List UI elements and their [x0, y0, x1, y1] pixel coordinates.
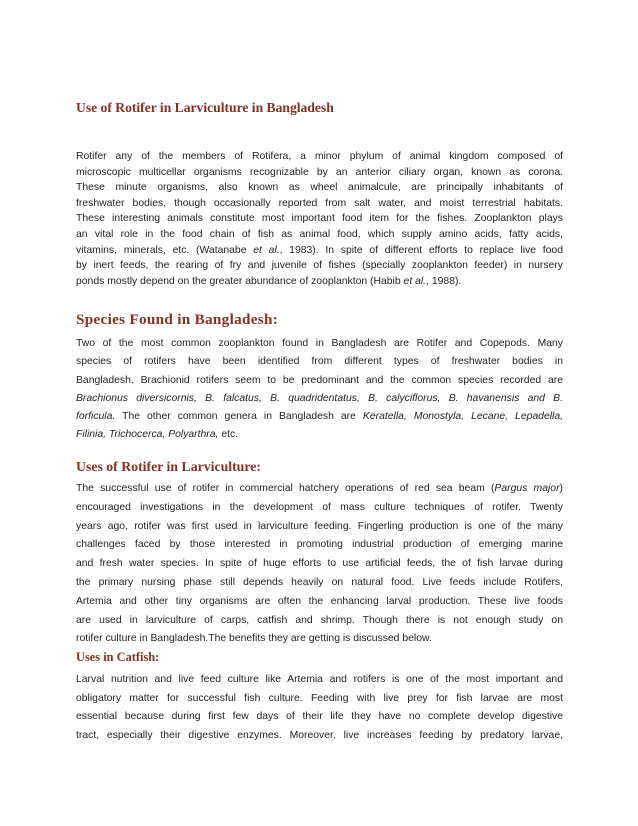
uses-paragraph	[76, 480, 563, 649]
text-line: These minute organisms, also known as wheel animalcule, are principally inhabitants of	[76, 182, 563, 194]
text-line	[76, 480, 563, 499]
text-segment: , 1988).	[426, 275, 462, 287]
text-segment: The successful use of rotifer in commercial hatchery operations of red sea beam (	[76, 483, 495, 494]
text-line	[76, 274, 563, 290]
text-line: obligatory matter for successful fish culture. Feeding with live prey for fish larvae are most	[76, 692, 563, 704]
uses-heading: Uses of Rotifer in Larviculture:	[76, 459, 261, 474]
text-segment: , 1983). In spite of different efforts to replace live food	[279, 244, 563, 256]
text-line: microscopic multicellar organisms recognizable by an anterior ciliary organ, known as corona.	[76, 166, 563, 178]
citation-et-al: et al.	[403, 275, 427, 287]
text-line: and fresh water species. In spite of huge efforts to use artificial feeds, the of fish larvae during	[76, 558, 563, 570]
catfish-paragraph	[76, 671, 563, 745]
text-line: the primary nursing phase still depends heavily on natural food. Live feeds include Rotifers,	[76, 576, 563, 588]
text-line: species of rotifers have been identified from different types of freshwater bodies in	[76, 356, 563, 368]
citation-et-al: et al.	[253, 244, 280, 256]
text-line: years ago, rotifer was first used in larviculture feeding. Fingerling production is one of the many	[76, 520, 563, 532]
species-paragraph	[76, 335, 563, 445]
text-line: Artemia and other tiny organisms are often the enhancing larval production. These live foods	[76, 595, 563, 607]
text-segment: )	[559, 483, 563, 494]
text-line	[76, 426, 563, 444]
text-line: Two of the most common zooplankton found in Bangladesh are Rotifer and Copepods. Many	[76, 338, 563, 349]
text-line: an vital role in the food chain of fish as animal food, which supply amino acids, fatty acids,	[76, 228, 563, 240]
text-line: These interesting animals constitute most important food item for the fishes. Zooplankton plays	[76, 213, 563, 225]
catfish-heading: Uses in Catfish:	[76, 650, 160, 664]
text-line: are used in larviculture of carps, catfish and shrimp. Though there is not enough study on	[76, 614, 563, 626]
text-segment: etc.	[218, 429, 239, 441]
text-segment: The other common genera in Bangladesh are	[115, 411, 363, 423]
genera-names: Keratella, Monostyla, Lecane, Lepadella,	[362, 411, 564, 423]
text-line: freshwater bodies, though occasionally reported from salt water, and moist terrestrial habitats.	[76, 197, 563, 209]
species-names-line: Brachionus diversicornis, B. falcatus, B. quadridentatus, B. calyciflorus, B. havanensis and B.	[76, 392, 563, 404]
text-line: challenges faced by those interested in promoting industrial production of emerging marine	[76, 539, 563, 551]
text-line: Rotifer any of the members of Rotifera, a minor phylum of animal kingdom composed of	[76, 151, 563, 162]
species-name: forficula.	[76, 411, 116, 423]
text-segment: vitamins, minerals, etc. (Watanabe	[76, 244, 254, 256]
document-title: Use of Rotifer in Larviculture in Bangladesh	[76, 100, 334, 115]
text-line: essential because during first few days of their life they have no complete develop digestive	[76, 711, 563, 723]
text-line	[76, 243, 563, 259]
species-name: Pargus major	[494, 483, 560, 494]
text-line: encouraged investigations in the development of mass culture techniques of rotifer. Twenty	[76, 501, 563, 513]
text-line: Bangladesh. Brachionid rotifers seem to be predominant and the common species recorded are	[76, 374, 563, 386]
text-line	[76, 408, 563, 426]
text-line: Larval nutrition and live feed culture like Artemia and rotifers is one of the most important and	[76, 674, 563, 685]
intro-paragraph	[76, 149, 563, 289]
text-line: rotifer culture in Bangladesh.The benefits they are getting is discussed below.	[76, 633, 432, 645]
text-segment: ponds mostly depend on the greater abundance of zooplankton (Habib	[76, 275, 404, 287]
species-heading: Species Found in Bangladesh:	[76, 311, 279, 328]
genera-names: Filinia, Trichocerca, Polyarthra,	[76, 429, 219, 441]
text-line: tract, especially their digestive enzymes. Moreover, live increases feeding by predatory larvae,	[76, 729, 563, 741]
text-line: by inert feeds, the rearing of fry and juvenile of fishes (specially zooplankton feeder) in nursery	[76, 260, 563, 272]
